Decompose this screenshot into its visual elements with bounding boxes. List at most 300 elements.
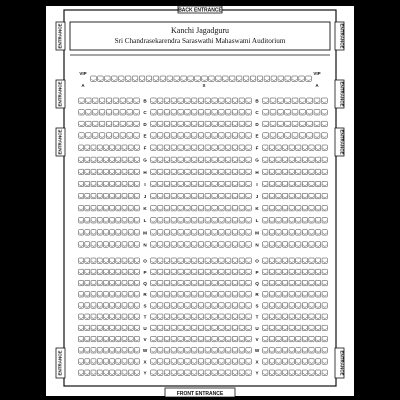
- row-m-right-seat-6[interactable]: [296, 230, 301, 235]
- row-j-left-seat-6[interactable]: [110, 193, 115, 198]
- row-l-right-seat-6[interactable]: [296, 218, 301, 223]
- row-p-right-seat-5[interactable]: [289, 269, 294, 274]
- row-x-center-seat-12[interactable]: [225, 359, 230, 364]
- row-x-left-seat-1[interactable]: [79, 359, 84, 364]
- row-e-center-seat-1[interactable]: [151, 133, 156, 138]
- row-p-left-seat-4[interactable]: [97, 269, 102, 274]
- row-j-left-seat-5[interactable]: [103, 193, 108, 198]
- row-t-left-seat-2[interactable]: [85, 314, 90, 319]
- row-g-right-seat-9[interactable]: [315, 157, 320, 162]
- row-s-center-seat-7[interactable]: [191, 303, 196, 308]
- row-y-left-seat-6[interactable]: [110, 370, 115, 375]
- row-e-right-seat-7[interactable]: [307, 133, 313, 138]
- row-l-right-seat-5[interactable]: [289, 218, 294, 223]
- row-r-center-seat-8[interactable]: [198, 292, 203, 297]
- row-p-left-seat-9[interactable]: [128, 269, 133, 274]
- row-r-center-seat-12[interactable]: [225, 292, 230, 297]
- row-o-left-seat-4[interactable]: [97, 258, 102, 263]
- row-e-center-seat-3[interactable]: [164, 133, 169, 138]
- row-j-right-seat-2[interactable]: [269, 193, 274, 198]
- row-g-center-seat-7[interactable]: [191, 157, 196, 162]
- row-l-center-seat-15[interactable]: [246, 218, 251, 223]
- row-k-right-seat-9[interactable]: [315, 206, 320, 211]
- vip-row-seat-14[interactable]: [181, 76, 187, 81]
- row-y-center-seat-8[interactable]: [198, 370, 203, 375]
- row-e-right-seat-8[interactable]: [314, 133, 320, 138]
- row-b-center-seat-5[interactable]: [178, 98, 183, 103]
- row-w-center-seat-9[interactable]: [205, 348, 210, 353]
- row-r-left-seat-2[interactable]: [85, 292, 90, 297]
- row-m-center-seat-2[interactable]: [157, 230, 162, 235]
- row-j-center-seat-8[interactable]: [198, 193, 203, 198]
- row-o-right-seat-8[interactable]: [309, 258, 314, 263]
- row-i-left-seat-9[interactable]: [128, 181, 133, 186]
- row-i-right-seat-4[interactable]: [282, 181, 287, 186]
- row-j-right-seat-4[interactable]: [282, 193, 287, 198]
- vip-row-seat-26[interactable]: [264, 76, 270, 81]
- row-y-center-seat-11[interactable]: [219, 370, 224, 375]
- row-v-left-seat-6[interactable]: [110, 336, 115, 341]
- row-q-center-seat-2[interactable]: [157, 280, 162, 285]
- row-i-right-seat-1[interactable]: [263, 181, 268, 186]
- row-v-left-seat-5[interactable]: [103, 336, 108, 341]
- row-u-right-seat-2[interactable]: [269, 325, 274, 330]
- row-y-left-seat-4[interactable]: [97, 370, 102, 375]
- row-b-left-seat-4[interactable]: [99, 98, 105, 103]
- row-v-left-seat-3[interactable]: [91, 336, 96, 341]
- row-c-right-seat-9[interactable]: [321, 110, 327, 115]
- row-f-right-seat-6[interactable]: [296, 145, 301, 150]
- row-x-left-seat-9[interactable]: [128, 359, 133, 364]
- row-d-center-seat-8[interactable]: [198, 121, 203, 126]
- row-v-center-seat-10[interactable]: [212, 336, 217, 341]
- row-u-center-seat-12[interactable]: [225, 325, 230, 330]
- row-x-left-seat-5[interactable]: [103, 359, 108, 364]
- row-g-center-seat-4[interactable]: [171, 157, 176, 162]
- row-p-left-seat-7[interactable]: [116, 269, 121, 274]
- row-j-center-seat-13[interactable]: [232, 193, 237, 198]
- row-g-right-seat-4[interactable]: [282, 157, 287, 162]
- row-x-center-seat-4[interactable]: [171, 359, 176, 364]
- row-q-center-seat-7[interactable]: [191, 280, 196, 285]
- row-h-right-seat-8[interactable]: [309, 169, 314, 174]
- vip-row-seat-3[interactable]: [105, 76, 111, 81]
- row-u-center-seat-10[interactable]: [212, 325, 217, 330]
- vip-row-seat-5[interactable]: [118, 76, 124, 81]
- row-h-right-seat-1[interactable]: [263, 169, 268, 174]
- row-u-center-seat-15[interactable]: [246, 325, 251, 330]
- row-r-center-seat-3[interactable]: [164, 292, 169, 297]
- row-w-right-seat-5[interactable]: [289, 348, 294, 353]
- row-b-right-seat-1[interactable]: [263, 98, 269, 103]
- row-h-left-seat-3[interactable]: [91, 169, 96, 174]
- row-d-center-seat-15[interactable]: [246, 121, 251, 126]
- row-f-center-seat-9[interactable]: [205, 145, 210, 150]
- row-p-center-seat-15[interactable]: [246, 269, 251, 274]
- row-p-center-seat-6[interactable]: [185, 269, 190, 274]
- row-t-left-seat-3[interactable]: [91, 314, 96, 319]
- row-i-center-seat-1[interactable]: [151, 181, 156, 186]
- row-e-right-seat-5[interactable]: [292, 133, 298, 138]
- row-n-center-seat-14[interactable]: [239, 242, 244, 247]
- row-k-center-seat-2[interactable]: [157, 206, 162, 211]
- row-n-left-seat-8[interactable]: [122, 242, 127, 247]
- row-x-left-seat-10[interactable]: [134, 359, 139, 364]
- row-p-center-seat-13[interactable]: [232, 269, 237, 274]
- row-l-right-seat-8[interactable]: [309, 218, 314, 223]
- row-l-right-seat-1[interactable]: [263, 218, 268, 223]
- row-e-right-seat-6[interactable]: [299, 133, 305, 138]
- row-h-center-seat-11[interactable]: [219, 169, 224, 174]
- row-q-right-seat-2[interactable]: [269, 280, 274, 285]
- row-w-center-seat-7[interactable]: [191, 348, 196, 353]
- row-k-left-seat-4[interactable]: [97, 206, 102, 211]
- row-d-left-seat-5[interactable]: [106, 121, 112, 126]
- row-q-center-seat-4[interactable]: [171, 280, 176, 285]
- row-h-right-seat-3[interactable]: [276, 169, 281, 174]
- row-s-center-seat-4[interactable]: [171, 303, 176, 308]
- row-i-left-seat-8[interactable]: [122, 181, 127, 186]
- row-m-right-seat-7[interactable]: [302, 230, 307, 235]
- row-o-right-seat-3[interactable]: [276, 258, 281, 263]
- row-h-left-seat-10[interactable]: [134, 169, 139, 174]
- row-m-left-seat-6[interactable]: [110, 230, 115, 235]
- row-h-center-seat-14[interactable]: [239, 169, 244, 174]
- row-o-left-seat-1[interactable]: [79, 258, 84, 263]
- row-n-right-seat-3[interactable]: [276, 242, 281, 247]
- row-e-left-seat-4[interactable]: [99, 133, 105, 138]
- row-x-center-seat-14[interactable]: [239, 359, 244, 364]
- row-b-left-seat-7[interactable]: [120, 98, 126, 103]
- vip-row-seat-4[interactable]: [112, 76, 118, 81]
- row-o-center-seat-11[interactable]: [219, 258, 224, 263]
- row-w-right-seat-6[interactable]: [296, 348, 301, 353]
- row-e-center-seat-11[interactable]: [219, 133, 224, 138]
- row-s-center-seat-3[interactable]: [164, 303, 169, 308]
- vip-row-seat-18[interactable]: [209, 76, 215, 81]
- row-x-center-seat-15[interactable]: [246, 359, 251, 364]
- row-o-center-seat-14[interactable]: [239, 258, 244, 263]
- row-w-center-seat-15[interactable]: [246, 348, 251, 353]
- vip-row-seat-25[interactable]: [257, 76, 263, 81]
- row-l-center-seat-9[interactable]: [205, 218, 210, 223]
- row-g-left-seat-9[interactable]: [128, 157, 133, 162]
- row-e-left-seat-9[interactable]: [134, 133, 140, 138]
- row-w-center-seat-2[interactable]: [157, 348, 162, 353]
- row-l-center-seat-11[interactable]: [219, 218, 224, 223]
- row-f-left-seat-5[interactable]: [103, 145, 108, 150]
- row-t-center-seat-3[interactable]: [164, 314, 169, 319]
- row-i-center-seat-4[interactable]: [171, 181, 176, 186]
- row-g-center-seat-9[interactable]: [205, 157, 210, 162]
- row-y-right-seat-5[interactable]: [289, 370, 294, 375]
- row-x-center-seat-3[interactable]: [164, 359, 169, 364]
- row-v-center-seat-11[interactable]: [219, 336, 224, 341]
- row-c-center-seat-2[interactable]: [157, 110, 162, 115]
- vip-row-seat-17[interactable]: [202, 76, 208, 81]
- row-b-left-seat-9[interactable]: [134, 98, 140, 103]
- vip-row-seat-1[interactable]: [91, 76, 97, 81]
- row-h-right-seat-9[interactable]: [315, 169, 320, 174]
- row-j-right-seat-5[interactable]: [289, 193, 294, 198]
- row-x-left-seat-2[interactable]: [85, 359, 90, 364]
- row-n-center-seat-4[interactable]: [171, 242, 176, 247]
- row-n-right-seat-6[interactable]: [296, 242, 301, 247]
- row-e-center-seat-4[interactable]: [171, 133, 176, 138]
- row-i-center-seat-3[interactable]: [164, 181, 169, 186]
- row-s-center-seat-5[interactable]: [178, 303, 183, 308]
- row-c-center-seat-8[interactable]: [198, 110, 203, 115]
- row-s-left-seat-5[interactable]: [103, 303, 108, 308]
- row-p-right-seat-4[interactable]: [282, 269, 287, 274]
- row-i-center-seat-14[interactable]: [239, 181, 244, 186]
- row-o-left-seat-10[interactable]: [134, 258, 139, 263]
- row-g-right-seat-5[interactable]: [289, 157, 294, 162]
- row-o-center-seat-6[interactable]: [185, 258, 190, 263]
- row-j-right-seat-3[interactable]: [276, 193, 281, 198]
- row-f-center-seat-14[interactable]: [239, 145, 244, 150]
- row-m-center-seat-13[interactable]: [232, 230, 237, 235]
- row-f-left-seat-1[interactable]: [79, 145, 84, 150]
- row-k-left-seat-8[interactable]: [122, 206, 127, 211]
- row-v-left-seat-7[interactable]: [116, 336, 121, 341]
- row-y-right-seat-3[interactable]: [276, 370, 281, 375]
- row-k-center-seat-9[interactable]: [205, 206, 210, 211]
- row-v-right-seat-8[interactable]: [309, 336, 314, 341]
- row-h-left-seat-6[interactable]: [110, 169, 115, 174]
- row-x-center-seat-8[interactable]: [198, 359, 203, 364]
- row-k-right-seat-1[interactable]: [263, 206, 268, 211]
- row-c-left-seat-9[interactable]: [134, 110, 140, 115]
- row-m-center-seat-7[interactable]: [191, 230, 196, 235]
- row-w-left-seat-9[interactable]: [128, 348, 133, 353]
- row-k-right-seat-5[interactable]: [289, 206, 294, 211]
- row-g-left-seat-1[interactable]: [79, 157, 84, 162]
- row-f-right-seat-9[interactable]: [315, 145, 320, 150]
- row-i-center-seat-12[interactable]: [225, 181, 230, 186]
- row-q-center-seat-9[interactable]: [205, 280, 210, 285]
- vip-row-seat-22[interactable]: [236, 76, 242, 81]
- row-x-left-seat-8[interactable]: [122, 359, 127, 364]
- row-n-center-seat-15[interactable]: [246, 242, 251, 247]
- row-w-left-seat-10[interactable]: [134, 348, 139, 353]
- row-w-center-seat-5[interactable]: [178, 348, 183, 353]
- row-h-center-seat-4[interactable]: [171, 169, 176, 174]
- row-n-center-seat-6[interactable]: [185, 242, 190, 247]
- row-t-left-seat-4[interactable]: [97, 314, 102, 319]
- row-h-left-seat-7[interactable]: [116, 169, 121, 174]
- row-s-right-seat-7[interactable]: [302, 303, 307, 308]
- row-d-left-seat-8[interactable]: [127, 121, 133, 126]
- row-q-center-seat-13[interactable]: [232, 280, 237, 285]
- row-e-right-seat-3[interactable]: [277, 133, 283, 138]
- row-n-left-seat-5[interactable]: [103, 242, 108, 247]
- row-s-center-seat-15[interactable]: [246, 303, 251, 308]
- row-q-center-seat-6[interactable]: [185, 280, 190, 285]
- row-i-center-seat-15[interactable]: [246, 181, 251, 186]
- row-g-center-seat-6[interactable]: [185, 157, 190, 162]
- row-p-center-seat-5[interactable]: [178, 269, 183, 274]
- row-w-right-seat-8[interactable]: [309, 348, 314, 353]
- row-f-right-seat-10[interactable]: [322, 145, 327, 150]
- row-m-center-seat-14[interactable]: [239, 230, 244, 235]
- row-y-left-seat-3[interactable]: [91, 370, 96, 375]
- row-n-center-seat-2[interactable]: [157, 242, 162, 247]
- row-y-right-seat-7[interactable]: [302, 370, 307, 375]
- row-r-center-seat-9[interactable]: [205, 292, 210, 297]
- row-b-center-seat-15[interactable]: [246, 98, 251, 103]
- row-u-left-seat-1[interactable]: [79, 325, 84, 330]
- row-n-right-seat-2[interactable]: [269, 242, 274, 247]
- row-y-left-seat-5[interactable]: [103, 370, 108, 375]
- row-c-left-seat-1[interactable]: [79, 110, 85, 115]
- row-o-center-seat-12[interactable]: [225, 258, 230, 263]
- row-y-right-seat-10[interactable]: [322, 370, 327, 375]
- row-g-left-seat-6[interactable]: [110, 157, 115, 162]
- row-g-left-seat-4[interactable]: [97, 157, 102, 162]
- row-d-center-seat-14[interactable]: [239, 121, 244, 126]
- row-b-left-seat-6[interactable]: [113, 98, 119, 103]
- row-g-left-seat-2[interactable]: [85, 157, 90, 162]
- row-q-left-seat-8[interactable]: [122, 280, 127, 285]
- row-t-right-seat-1[interactable]: [263, 314, 268, 319]
- row-f-center-seat-15[interactable]: [246, 145, 251, 150]
- row-j-center-seat-15[interactable]: [246, 193, 251, 198]
- row-i-right-seat-7[interactable]: [302, 181, 307, 186]
- row-q-right-seat-6[interactable]: [296, 280, 301, 285]
- row-t-left-seat-1[interactable]: [79, 314, 84, 319]
- row-q-left-seat-1[interactable]: [79, 280, 84, 285]
- row-r-center-seat-6[interactable]: [185, 292, 190, 297]
- row-n-left-seat-9[interactable]: [128, 242, 133, 247]
- row-f-center-seat-2[interactable]: [157, 145, 162, 150]
- row-f-left-seat-2[interactable]: [85, 145, 90, 150]
- row-m-center-seat-12[interactable]: [225, 230, 230, 235]
- row-s-right-seat-8[interactable]: [309, 303, 314, 308]
- row-t-center-seat-10[interactable]: [212, 314, 217, 319]
- row-f-left-seat-8[interactable]: [122, 145, 127, 150]
- row-q-center-seat-11[interactable]: [219, 280, 224, 285]
- row-k-right-seat-7[interactable]: [302, 206, 307, 211]
- row-o-right-seat-4[interactable]: [282, 258, 287, 263]
- row-y-left-seat-7[interactable]: [116, 370, 121, 375]
- row-k-left-seat-1[interactable]: [79, 206, 84, 211]
- row-p-center-seat-8[interactable]: [198, 269, 203, 274]
- row-v-center-seat-12[interactable]: [225, 336, 230, 341]
- row-f-right-seat-4[interactable]: [282, 145, 287, 150]
- row-q-center-seat-14[interactable]: [239, 280, 244, 285]
- row-y-right-seat-6[interactable]: [296, 370, 301, 375]
- row-g-right-seat-10[interactable]: [322, 157, 327, 162]
- row-b-right-seat-2[interactable]: [270, 98, 276, 103]
- row-i-left-seat-6[interactable]: [110, 181, 115, 186]
- row-u-right-seat-7[interactable]: [302, 325, 307, 330]
- row-v-right-seat-1[interactable]: [263, 336, 268, 341]
- row-o-right-seat-6[interactable]: [296, 258, 301, 263]
- row-r-center-seat-10[interactable]: [212, 292, 217, 297]
- row-r-right-seat-9[interactable]: [315, 292, 320, 297]
- row-q-right-seat-9[interactable]: [315, 280, 320, 285]
- row-c-right-seat-5[interactable]: [292, 110, 298, 115]
- row-l-right-seat-3[interactable]: [276, 218, 281, 223]
- row-d-right-seat-6[interactable]: [299, 121, 305, 126]
- row-p-center-seat-1[interactable]: [151, 269, 156, 274]
- row-b-center-seat-11[interactable]: [219, 98, 224, 103]
- row-i-right-seat-10[interactable]: [322, 181, 327, 186]
- row-d-left-seat-9[interactable]: [134, 121, 140, 126]
- row-x-right-seat-10[interactable]: [322, 359, 327, 364]
- row-e-center-seat-10[interactable]: [212, 133, 217, 138]
- row-k-center-seat-4[interactable]: [171, 206, 176, 211]
- row-k-left-seat-2[interactable]: [85, 206, 90, 211]
- row-y-center-seat-1[interactable]: [151, 370, 156, 375]
- row-y-center-seat-6[interactable]: [185, 370, 190, 375]
- row-g-center-seat-15[interactable]: [246, 157, 251, 162]
- row-s-left-seat-2[interactable]: [85, 303, 90, 308]
- row-g-left-seat-10[interactable]: [134, 157, 139, 162]
- vip-row-seat-2[interactable]: [98, 76, 104, 81]
- row-e-center-seat-8[interactable]: [198, 133, 203, 138]
- row-e-left-seat-2[interactable]: [86, 133, 92, 138]
- row-q-left-seat-4[interactable]: [97, 280, 102, 285]
- row-v-center-seat-9[interactable]: [205, 336, 210, 341]
- row-d-center-seat-12[interactable]: [225, 121, 230, 126]
- row-j-center-seat-1[interactable]: [151, 193, 156, 198]
- row-p-right-seat-2[interactable]: [269, 269, 274, 274]
- row-s-right-seat-2[interactable]: [269, 303, 274, 308]
- row-i-center-seat-2[interactable]: [157, 181, 162, 186]
- row-v-center-seat-6[interactable]: [185, 336, 190, 341]
- row-i-left-seat-1[interactable]: [79, 181, 84, 186]
- row-n-center-seat-13[interactable]: [232, 242, 237, 247]
- row-d-left-seat-2[interactable]: [86, 121, 92, 126]
- row-t-center-seat-8[interactable]: [198, 314, 203, 319]
- row-t-right-seat-8[interactable]: [309, 314, 314, 319]
- row-h-right-seat-7[interactable]: [302, 169, 307, 174]
- row-v-left-seat-8[interactable]: [122, 336, 127, 341]
- row-g-center-seat-8[interactable]: [198, 157, 203, 162]
- row-x-right-seat-6[interactable]: [296, 359, 301, 364]
- row-l-center-seat-8[interactable]: [198, 218, 203, 223]
- row-h-center-seat-5[interactable]: [178, 169, 183, 174]
- row-k-center-seat-3[interactable]: [164, 206, 169, 211]
- row-r-left-seat-5[interactable]: [103, 292, 108, 297]
- row-k-left-seat-6[interactable]: [110, 206, 115, 211]
- row-s-left-seat-9[interactable]: [128, 303, 133, 308]
- row-p-right-seat-6[interactable]: [296, 269, 301, 274]
- row-b-left-seat-2[interactable]: [86, 98, 92, 103]
- row-c-center-seat-3[interactable]: [164, 110, 169, 115]
- row-b-left-seat-3[interactable]: [92, 98, 98, 103]
- row-s-left-seat-1[interactable]: [79, 303, 84, 308]
- row-j-center-seat-10[interactable]: [212, 193, 217, 198]
- row-k-center-seat-15[interactable]: [246, 206, 251, 211]
- row-g-center-seat-10[interactable]: [212, 157, 217, 162]
- row-f-left-seat-4[interactable]: [97, 145, 102, 150]
- row-h-center-seat-3[interactable]: [164, 169, 169, 174]
- row-w-left-seat-4[interactable]: [97, 348, 102, 353]
- row-m-right-seat-9[interactable]: [315, 230, 320, 235]
- row-c-center-seat-5[interactable]: [178, 110, 183, 115]
- row-x-right-seat-3[interactable]: [276, 359, 281, 364]
- row-t-center-seat-6[interactable]: [185, 314, 190, 319]
- row-k-center-seat-11[interactable]: [219, 206, 224, 211]
- row-u-right-seat-10[interactable]: [322, 325, 327, 330]
- row-y-left-seat-1[interactable]: [79, 370, 84, 375]
- row-i-center-seat-11[interactable]: [219, 181, 224, 186]
- row-m-center-seat-8[interactable]: [198, 230, 203, 235]
- row-b-left-seat-1[interactable]: [79, 98, 85, 103]
